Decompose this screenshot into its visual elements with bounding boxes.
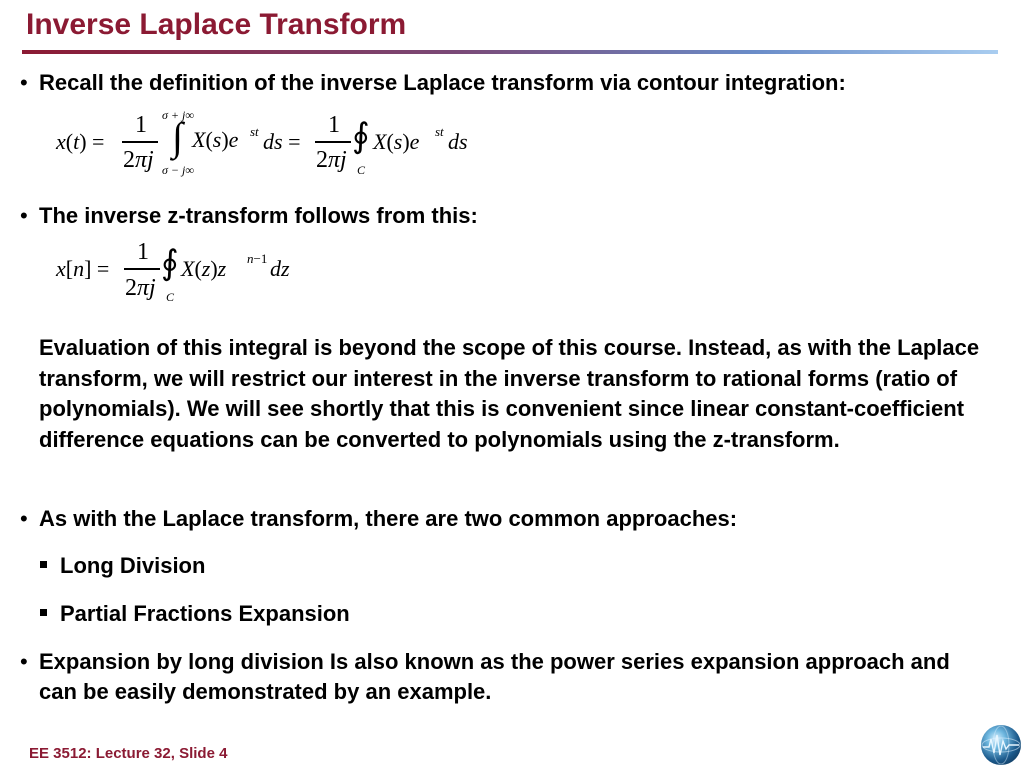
bullet-dot: • <box>20 506 28 531</box>
title-divider <box>22 50 998 54</box>
sub-item-text-2: Partial Fractions Expansion <box>60 601 350 626</box>
sub-item-partial-fractions <box>40 599 350 629</box>
evaluation-paragraph: Evaluation of this integral is beyond the scope of this course. Instead, as with the Laplace transform, we will restrict our interest in the inverse transform to rational forms (ratio of polynomials). We will see shortly that this is convenient since linear constant-coefficient difference equations can be converted to polynomials using the z-transform. <box>39 335 980 452</box>
sub-item-long-division <box>40 551 205 581</box>
slide-title: Inverse Laplace Transform <box>26 8 407 41</box>
bullet-item-4 <box>20 647 980 707</box>
slide-footer: EE 3512: Lecture 32, Slide 4 <box>29 745 228 762</box>
bullet-text-1: Recall the definition of the inverse Laplace transform via contour integration: <box>39 70 846 95</box>
globe-logo-icon <box>981 725 1021 765</box>
bullet-text-4: Expansion by long division Is also known as the power series expansion approach and can be easily demonstrated by an example. <box>39 649 950 704</box>
bullet-item-1 <box>20 68 846 98</box>
bullet-dot: • <box>20 70 28 95</box>
bullet-item-2 <box>20 201 478 231</box>
bullet-dot: • <box>20 649 28 674</box>
bullet-text-2: The inverse z-transform follows from this: <box>39 203 478 228</box>
sub-item-text-1: Long Division <box>60 553 206 578</box>
bullet-item-3 <box>20 504 737 534</box>
square-bullet-icon <box>40 609 47 616</box>
bullet-dot: • <box>20 203 28 228</box>
bullet-text-3: As with the Laplace transform, there are two common approaches: <box>39 506 738 531</box>
square-bullet-icon <box>40 561 47 568</box>
